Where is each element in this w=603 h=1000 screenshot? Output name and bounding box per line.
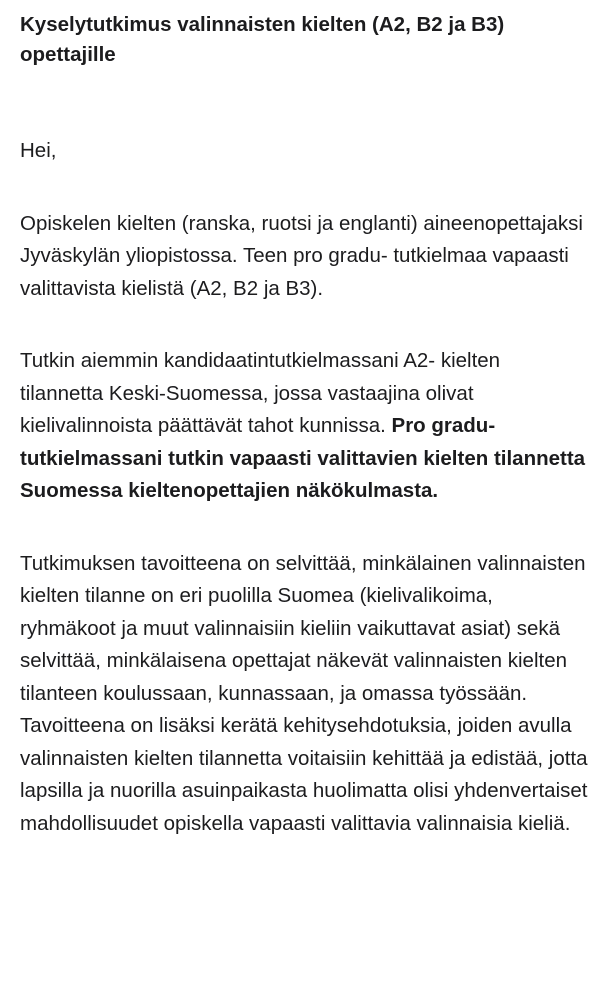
paragraph-goals: Tutkimuksen tavoitteena on selvittää, minkälainen valinnaisten kielten tilanne on eri puolilla Suomea (kielivalikoima, ryhmäkoot ja muut valinnaisiin kieliin vaikuttavat asiat) sekä selvittää, minkälaisena opettajat näkevät valinnaisten kielten tilanteen koulussaan, kunnassaan, ja omassa työssään. Tavoitteena on lisäksi kerätä kehitysehdotuksia, joiden avulla valinnaisten kielten tilannetta voitaisiin kehittää ja edistää, jotta lapsilla ja nuorilla asuinpaikasta huolimatta olisi yhdenvertaiset mahdollisuudet opiskella vapaasti valittavia valinnaisia kieliä. [20,551,588,835]
message-body [20,10,588,840]
paragraph-intro: Opiskelen kielten (ranska, ruotsi ja englanti) aineenopettajaksi Jyväskylän yliopistossa. Teen pro gradu- tutkielmaa vapaasti valittavista kielistä (A2, B2 ja B3). [20,211,583,300]
paragraph-background-bold-text: Pro gradu- tutkielmassani tutkin vapaasti valittavien kielten tilannetta Suomessa kieltenopettajien näkökulmasta. [20,414,586,502]
greeting: Hei, [20,139,57,162]
paragraph-background [20,345,588,508]
paragraph-background-text: Tutkin aiemmin kandidaatintutkielmassani A2- kielten tilannetta Keski-Suomessa, jossa vastaajina olivat kielivalinnoista päättävät tahot kunnissa. [20,349,501,437]
message-title: Kyselytutkimus valinnaisten kielten (A2, B2 ja B3) opettajille [20,13,505,66]
